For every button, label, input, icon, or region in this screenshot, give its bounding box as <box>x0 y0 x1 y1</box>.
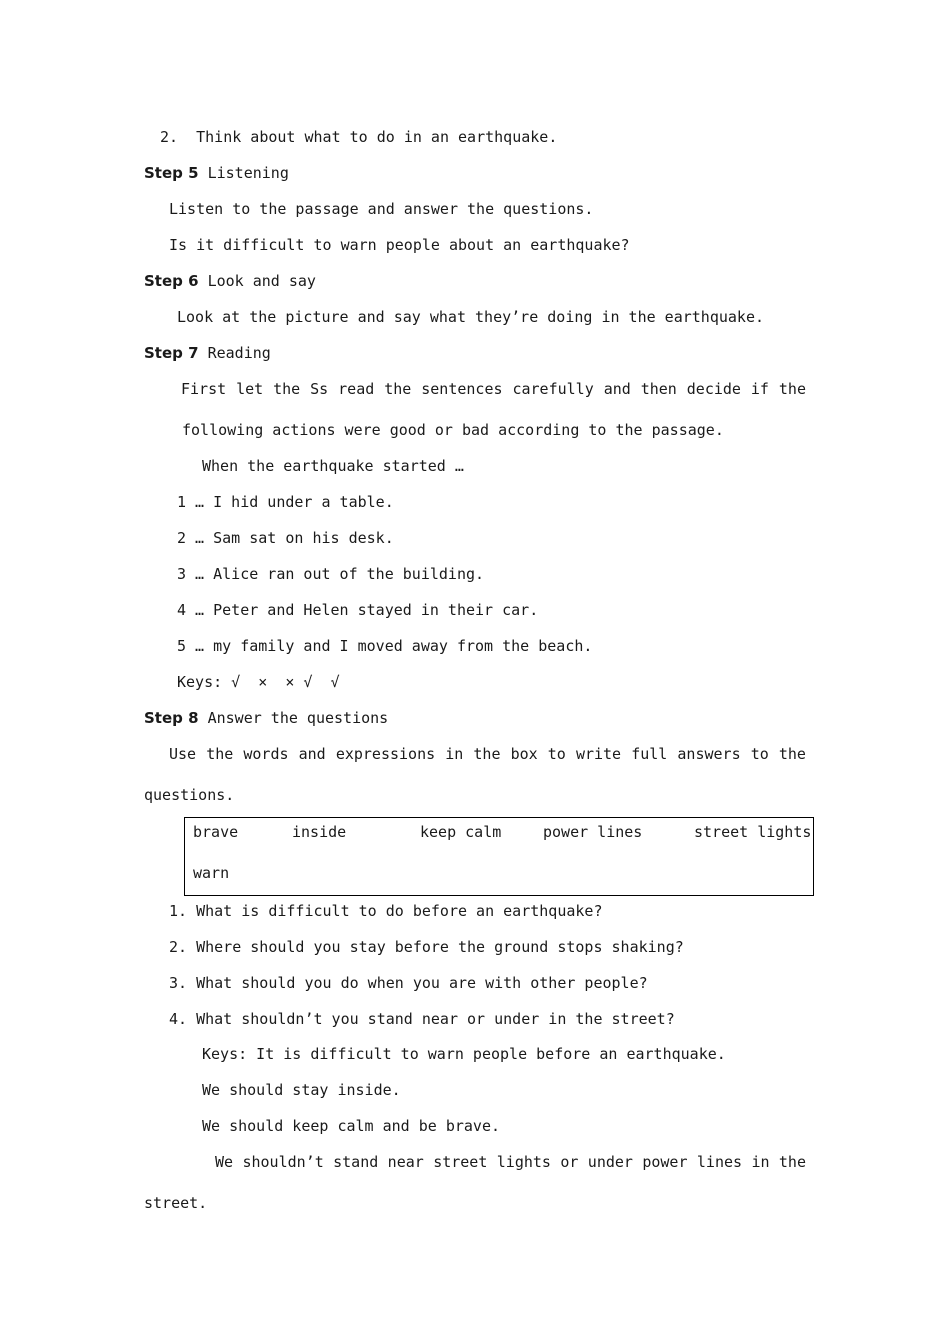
item-text: Think about what to do in an earthquake. <box>196 128 558 146</box>
list-item: 1 … I hid under a table. <box>177 493 394 511</box>
step-label: Step 5 <box>144 164 199 182</box>
step-heading <box>144 344 271 362</box>
answer-line: We should stay inside. <box>202 1081 401 1099</box>
step-title: Reading <box>207 344 271 362</box>
word-box-item: inside <box>292 823 347 841</box>
answer-keys: Keys: It is difficult to warn people before an earthquake. <box>202 1045 726 1063</box>
step-label: Step 6 <box>144 272 199 290</box>
step-label: Step 7 <box>144 344 199 362</box>
step-heading <box>144 709 388 727</box>
paragraph: following actions were good or bad according to the passage. <box>182 421 724 439</box>
step-heading <box>144 272 316 290</box>
word-box-item: power lines <box>543 823 643 841</box>
paragraph: Look at the picture and say what they’re doing in the earthquake. <box>177 308 764 326</box>
paragraph: When the earthquake started … <box>202 457 464 475</box>
paragraph: Listen to the passage and answer the questions. <box>169 200 594 218</box>
word-box-item: brave <box>193 823 239 841</box>
paragraph: questions. <box>144 786 235 804</box>
item-number: 2. <box>160 128 179 146</box>
step-heading <box>144 164 289 182</box>
justified-line: We shouldn’t stand near street lights or under power lines in the <box>215 1153 806 1171</box>
word-box-item: keep calm <box>420 823 502 841</box>
question-item: 1. What is difficult to do before an earthquake? <box>169 902 603 920</box>
word-box <box>184 817 814 896</box>
justified-line: First let the Ss read the sentences carefully and then decide if the <box>181 380 806 398</box>
word-box-item: warn <box>193 864 230 882</box>
step-title: Answer the questions <box>207 709 389 727</box>
answer-line: We should keep calm and be brave. <box>202 1117 501 1135</box>
answer-line: street. <box>144 1194 208 1212</box>
word-box-item: street lights <box>694 823 812 841</box>
list-item: 2 … Sam sat on his desk. <box>177 529 394 547</box>
step-label: Step 8 <box>144 709 199 727</box>
question-item: 3. What should you do when you are with other people? <box>169 974 648 992</box>
question-item: 2. Where should you stay before the ground stops shaking? <box>169 938 684 956</box>
justified-line: Use the words and expressions in the box to write full answers to the <box>169 745 806 763</box>
answer-keys: Keys: √ × × √ √ <box>177 673 340 691</box>
list-item: 3 … Alice ran out of the building. <box>177 565 485 583</box>
list-item: 5 … my family and I moved away from the beach. <box>177 637 593 655</box>
step-title: Listening <box>207 164 289 182</box>
list-item: 4 … Peter and Helen stayed in their car. <box>177 601 539 619</box>
question-item: 4. What shouldn’t you stand near or under in the street? <box>169 1010 675 1028</box>
step-title: Look and say <box>207 272 316 290</box>
paragraph: Is it difficult to warn people about an earthquake? <box>169 236 630 254</box>
list-item <box>160 128 557 146</box>
